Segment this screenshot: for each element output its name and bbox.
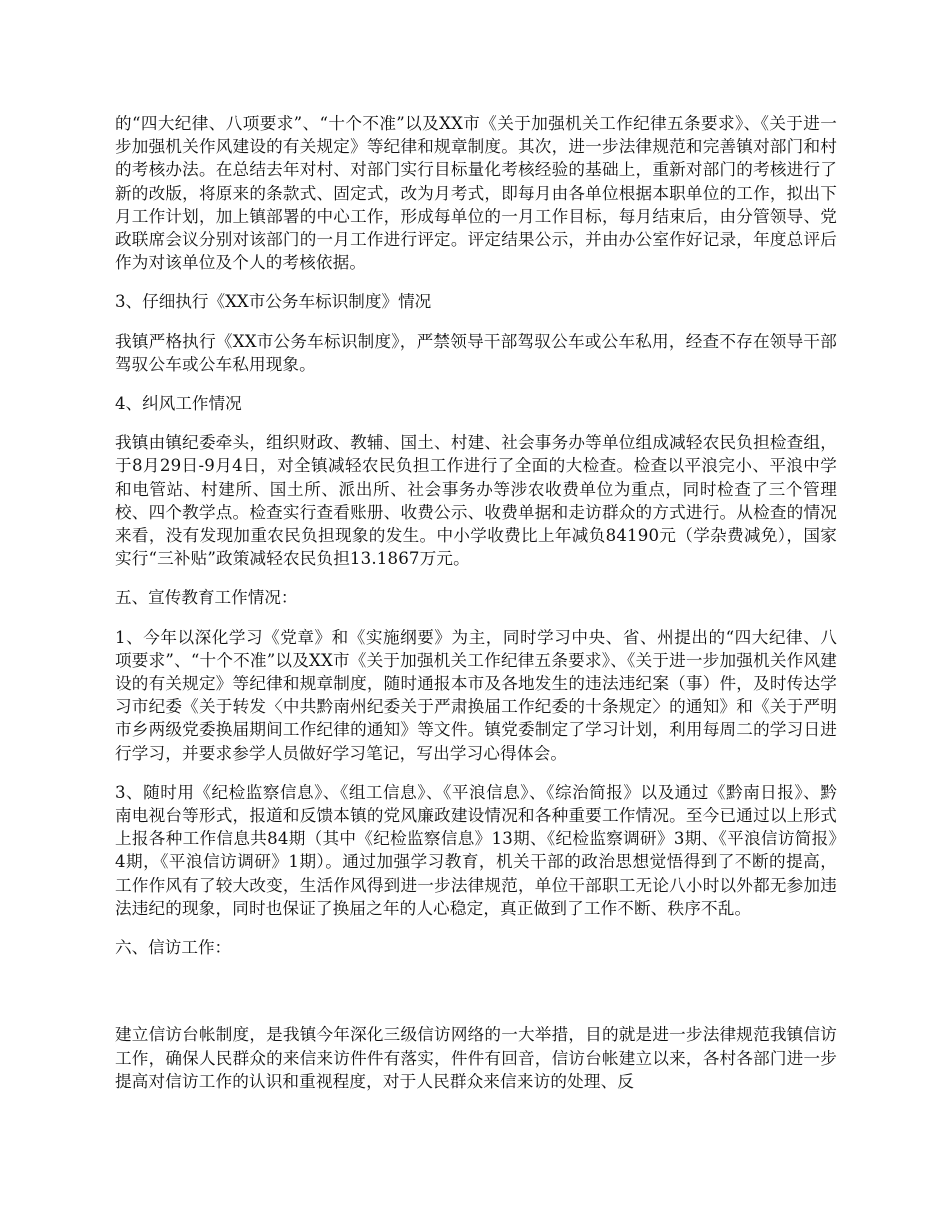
heading-vehicle-marking: 3、仔细执行《XX市公务车标识制度》情况: [115, 292, 432, 312]
section-spacer: [115, 975, 837, 1023]
paragraph-study-plan: 1、今年以深化学习《党章》和《实施纲要》为主，同时学习中央、省、州提出的“四大纪律、八项要求”、“十个不准”以及XX市《关于加强机关工作纪律五条要求》、《关于进一步加强机关作风建设的有关规定》等纪律和规章制度，随时通报本市及各地发生的违法违纪案（事）件，及时传达学习市纪委《关于转发〈中共黔南州纪委关于严肃换届工作纪委的十条规定〉的通知》和《关于严明市乡两级党委换届期间工作纪律的通知》等文件。镇党委制定了学习计划，利用每周二的学习日进行学习，并要求参学人员做好学习笔记，写出学习心得体会。: [115, 627, 837, 763]
heading-publicity-education: 五、宣传教育工作情况：: [115, 588, 298, 608]
paragraph-discipline-assessment: 的“四大纪律、八项要求”、“十个不准”以及XX市《关于加强机关工作纪律五条要求》、《关于进一步加强机关作风建设的有关规定》等纪律和规章制度。其次，进一步法律规范和完善镇对部门和村的考核办法。在总结去年对村、对部门实行目标量化考核经验的基础上，重新对部门的考核进行了新的改版，将原来的条款式、固定式，改为月考式，即每月由各单位根据本职单位的工作，拟出下月工作计划，加上镇部署的中心工作，形成每单位的一月工作目标，每月结束后，由分管领导、党政联席会议分别对该部门的一月工作进行评定。评定结果公示，并由办公室作好记录，年度总评后作为对该单位及个人的考核依据。: [115, 114, 837, 273]
document-page: [115, 112, 837, 1109]
paragraph-correction-work: 我镇由镇纪委牵头，组织财政、教辅、国土、村建、社会事务办等单位组成减轻农民负担检查组，于8月29日-9月4日，对全镇减轻农民负担工作进行了全面的大检查。检查以平浪完小、平浪中学和电管站、村建所、国土所、派出所、社会事务办等涉农收费单位为重点，同时检查了三个管理校、四个教学点。检查实行查看账册、收费公示、收费单据和走访群众的方式进行。从检查的情况来看，没有发现加重农民负担现象的发生。中小学收费比上年减负84190元（学杂费减免），国家实行“三补贴”政策减轻农民负担13.1867万元。: [115, 433, 837, 569]
heading-petition-work: 六、信访工作：: [115, 938, 232, 958]
paragraph-petition-ledger: 建立信访台帐制度，是我镇今年深化三级信访网络的一大举措，目的就是进一步法律规范我镇信访工作，确保人民群众的来信来访件件有落实，件件有回音，信访台帐建立以来，各村各部门进一步提高对信访工作的认识和重视程度，对于人民群众来信来访的处理、反: [115, 1025, 837, 1091]
paragraph-vehicle-marking: 我镇严格执行《XX市公务车标识制度》，严禁领导干部驾驭公车或公车私用，经查不存在领导干部驾驭公车或公车私用现象。: [115, 331, 837, 374]
paragraph-information-reporting: 3、随时用《纪检监察信息》、《组工信息》、《平浪信息》、《综治简报》以及通过《黔南日报》、黔南电视台等形式，报道和反馈本镇的党风廉政建设情况和各种重要工作情况。至今已通过以上形式上报各种工作信息共84期（其中《纪检监察信息》13期、《纪检监察调研》3期、《平浪信访简报》4期，《平浪信访调研》1期）。通过加强学习教育，机关干部的政治思想觉悟得到了不断的提高，工作作风有了较大改变，生活作风得到进一步法律规范，单位干部职工无论八小时以外都无参加违法违纪的现象，同时也保证了换届之年的人心稳定，真正做到了工作不断、秩序不乱。: [115, 782, 837, 918]
heading-correction-work: 4、纠风工作情况: [115, 394, 242, 414]
